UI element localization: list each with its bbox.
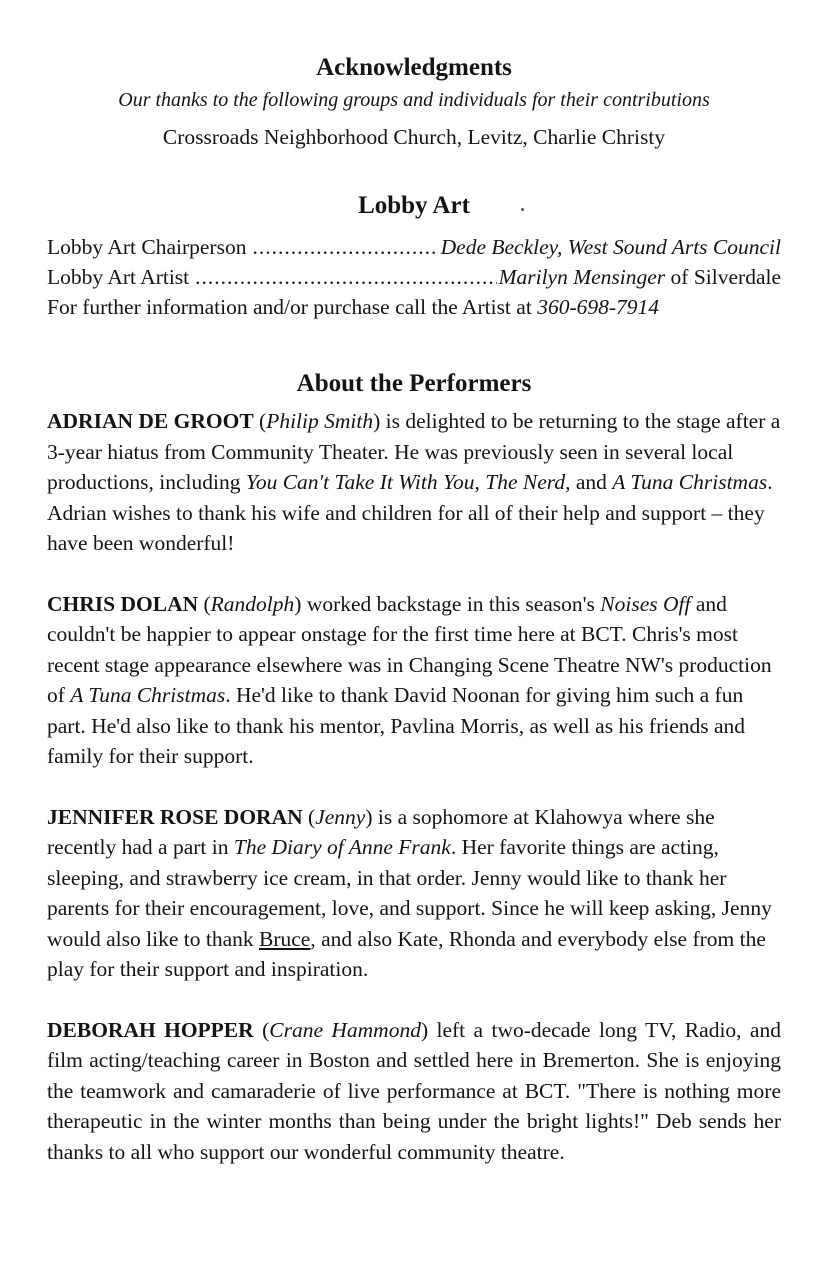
bio-text: is a sophomore at Klahowya where she recently had a part in [47, 804, 715, 859]
acknowledgments-heading: Acknowledgments [316, 54, 512, 81]
dot-leader [252, 232, 438, 262]
performer-role: Randolph [210, 591, 295, 616]
bio-text: . He'd like to thank David Noonan for giving him such a fun part. He'd also like to thank his mentor, Pavlina Morris, as well as his friends and family for their support. [47, 683, 746, 768]
bio-title: You Can't Take It With You [245, 470, 475, 494]
bio-text: . Her favorite things are acting, sleeping, and strawberry ice cream, in that order. Jenny would like to thank her parents for their encouragement, love, and support. Since he will keep asking, Jenny would also like to thank [47, 835, 772, 951]
lobby-art-artist-suffix: of Silverdale [665, 265, 781, 289]
performer-role: Crane Hammond [269, 1017, 421, 1042]
performer-name: ADRIAN DE GROOT [47, 409, 254, 433]
performer-name: CHRIS DOLAN [47, 591, 199, 616]
performer-role: Jenny [315, 804, 366, 829]
lobby-art-artist-name: Marilyn Mensinger [498, 265, 666, 289]
bio-title: A Tuna Christmas [70, 683, 226, 707]
bio-underlined-name: Bruce [259, 926, 311, 951]
bio-text: is delighted to be returning to the stage after a 3-year hiatus from Community Theater. He was previously seen in several local productions, including [47, 409, 781, 494]
acknowledgments-names: Crossroads Neighborhood Church, Levitz, Charlie Christy [162, 125, 666, 149]
performer-name: DEBORAH HOPPER [47, 1017, 254, 1042]
lobby-art-chair-value: Dede Beckley, West Sound Arts Council [440, 235, 781, 259]
bio-text: , [474, 470, 486, 494]
lobby-art-artist-label: Lobby Art Artist [47, 265, 190, 289]
lobby-art-artist-row [47, 262, 781, 292]
performers-heading: About the Performers [296, 370, 532, 397]
lobby-art-heading: Lobby Art [358, 192, 470, 219]
bio-text: . Adrian wishes to thank his wife and children for all of their help and support – they have been wonderful! [47, 470, 773, 555]
performer-bio-adrian: ADRIAN DE GROOT (Philip Smith) is delighted to be returning to the stage after a 3-year hiatus from Community Theater. He was previously seen in several local productions, including You Can't Take It With You, The Nerd, and A Tuna Christmas. Adrian wishes to thank his wife and children for all of their help and support – they have been wonderful! [47, 409, 781, 555]
performer-bio-jennifer: JENNIFER ROSE DORAN (Jenny) is a sophomore at Klahowya where she recently had a part in The Diary of Anne Frank. Her favorite things are acting, sleeping, and strawberry ice cream, in that order. Jenny would like to thank her parents for their encouragement, love, and support. Since he will keep asking, Jenny would also like to thank Bruce, and also Kate, Rhonda and everybody else from the play for their support and inspiration. [47, 804, 772, 981]
bio-text: , and also Kate, Rhonda and everybody else from the play for their support and inspiration. [47, 926, 766, 981]
performer-role: Philip Smith [266, 409, 374, 433]
bio-title: Noises Off [600, 591, 691, 616]
lobby-art-chair-row [47, 232, 781, 262]
bio-text: , and [565, 470, 613, 494]
lobby-art-artist-value [499, 262, 781, 292]
lobby-art-chair-label: Lobby Art Chairperson [47, 235, 247, 259]
bio-title: A Tuna Christmas [612, 470, 768, 494]
acknowledgments-subtitle: Our thanks to the following groups and individuals for their contributions [118, 89, 710, 111]
performer-bio-deborah: DEBORAH HOPPER (Crane Hammond) left a two-decade long TV, Radio, and film acting/teaching career in Boston and settled here in Bremerton. She is enjoying the teamwork and camaraderie of live performance at BCT. "There is nothing more therapeutic in the winter months than being under the bright lights!" Deb sends her thanks to all who support our wonderful community theatre. [47, 1017, 781, 1164]
bio-title: The Diary of Anne Frank [233, 835, 451, 859]
bio-text: and couldn't be happier to appear onstage for the first time here at BCT. Chris's most recent stage appearance elsewhere was in Changing Scene Theatre NW's production of [47, 591, 772, 707]
lobby-art-info-text: For further information and/or purchase call the Artist at [47, 295, 538, 319]
lobby-art-list [47, 232, 781, 322]
lobby-art-info-phone: 360-698-7914 [537, 295, 660, 319]
bio-text: left a two-decade long TV, Radio, and film acting/teaching career in Boston and settled here in Bremerton. She is enjoying the teamwork and camaraderie of live performance at BCT. "There is nothing more therapeutic in the winter months than being under the bright lights!" Deb sends her thanks to all who support our wonderful community theatre. [47, 1017, 781, 1164]
bio-text: worked backstage in this season's [301, 591, 601, 616]
speck-mark [521, 208, 524, 211]
performer-name: JENNIFER ROSE DORAN [47, 804, 303, 829]
lobby-art-info-row [47, 292, 781, 322]
performer-bio-chris: CHRIS DOLAN (Randolph) worked backstage in this season's Noises Off and couldn't be happier to appear onstage for the first time here at BCT. Chris's most recent stage appearance elsewhere was in Changing Scene Theatre NW's production of A Tuna Christmas. He'd like to thank David Noonan for giving him such a fun part. He'd also like to thank his mentor, Pavlina Morris, as well as his friends and family for their support. [47, 591, 772, 768]
dot-leader [195, 262, 496, 292]
bio-title: The Nerd [485, 470, 566, 494]
